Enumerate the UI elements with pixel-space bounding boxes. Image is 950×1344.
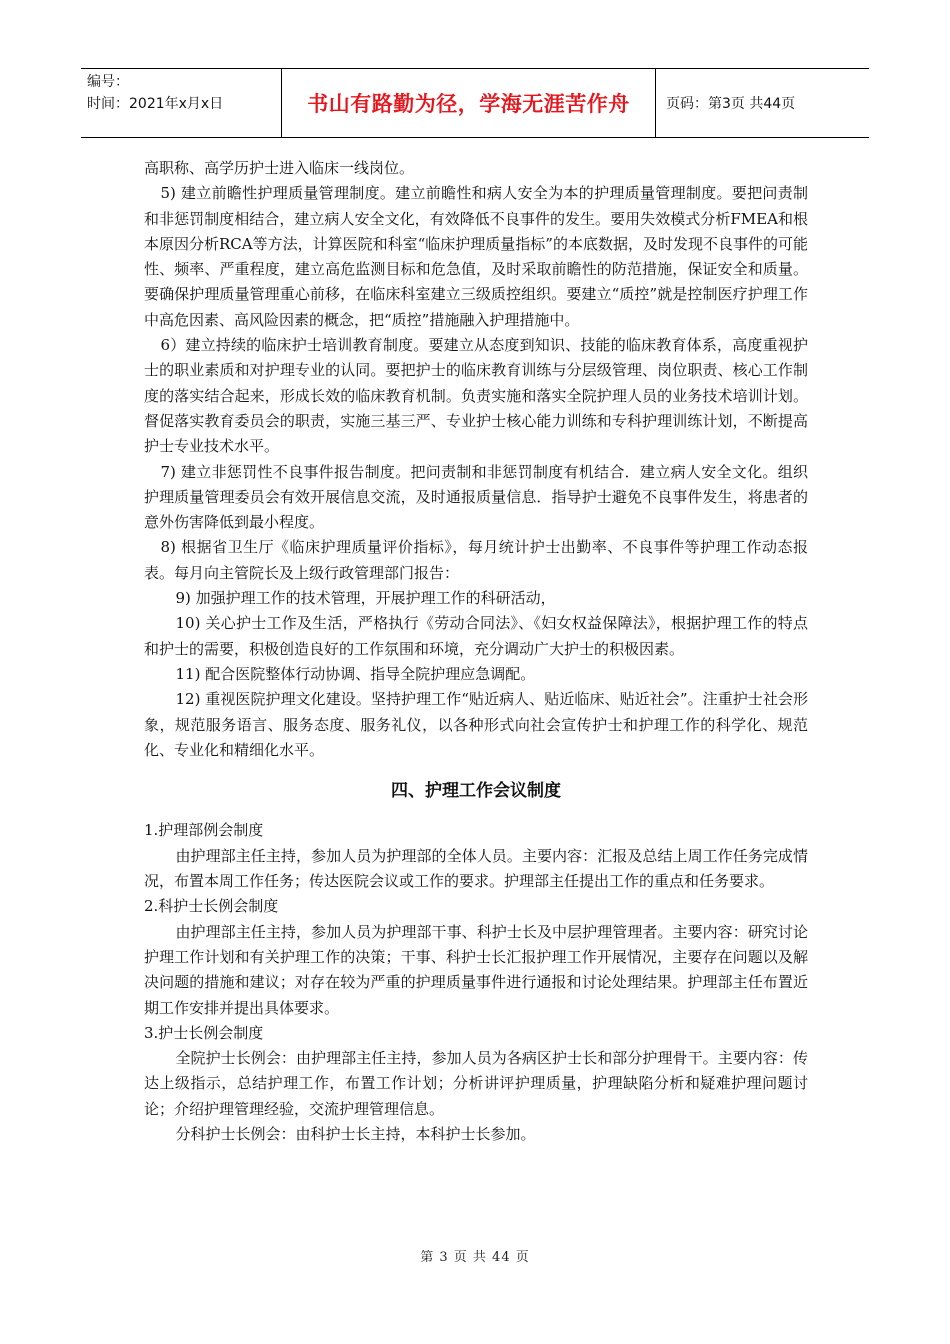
subsection-text-2: 由护理部主任主持，参加人员为护理部干事、科护士长及中层护理管理者。主要内容：研究讨论护理工作计划和有关护理工作的决策；干事、科护士长汇报护理工作开展情况，主要存在问题以及解决问题的措施和建议；对存在较为严重的护理质量事件进行通报和讨论处理结果。护理部主任布置近期工作安排并提出具体要求。 xyxy=(144,922,808,1017)
document-body xyxy=(144,156,808,1147)
document-number-label: 编号： xyxy=(87,74,129,90)
paragraph-item-9: 9) 加强护理工作的技术管理，开展护理工作的科研活动， xyxy=(175,589,556,608)
header-motto: 书山有路勤为径，学海无涯苦作舟 xyxy=(281,69,656,137)
subsection-title-2: 2.科护士长例会制度 xyxy=(144,897,279,916)
page-footer: 第 3 页 共 44 页 xyxy=(420,1250,530,1265)
subsection-text-3b: 分科护士长例会：由科护士长主持，本科护士长参加。 xyxy=(175,1124,536,1143)
paragraph-item-8: 8) 根据省卫生厅《临床护理质量评价指标》，每月统计护士出勤率、不良事件等护理工作动态报表。每月向主管院长及上级行政管理部门报告： xyxy=(144,538,808,582)
paragraph-item-11: 11) 配合医院整体行动协调、指导全院护理应急调配。 xyxy=(175,664,536,683)
header-meta xyxy=(81,69,281,137)
document-date-label: 时间：2021年x月x日 xyxy=(87,96,224,112)
paragraph-item-7: 7) 建立非惩罚性不良事件报告制度。把问责制和非惩罚制度有机结合．建立病人安全文化。组织护理质量管理委员会有效开展信息交流，及时通报质量信息．指导护士避免不良事件发生，将患者的意外伤害降低到最小程度。 xyxy=(144,462,808,532)
paragraph-item-10: 10) 关心护士工作及生活，严格执行《劳动合同法》、《妇女权益保障法》，根据护理工作的特点和护士的需要，积极创造良好的工作氛围和环境，充分调动广大护士的积极因素。 xyxy=(144,614,808,658)
subsection-title-1: 1.护理部例会制度 xyxy=(144,821,264,840)
subsection-text-3a: 全院护士长例会：由护理部主任主持，参加人员为各病区护士长和部分护理骨干。主要内容：传达上级指示，总结护理工作，布置工作计划；分析讲评护理质量，护理缺陷分析和疑难护理问题讨论；介绍护理管理经验，交流护理管理信息。 xyxy=(144,1049,808,1118)
header-page-info: 页码：第3页 共44页 xyxy=(666,96,796,112)
section-heading: 四、护理工作会议制度 xyxy=(391,781,561,802)
paragraph-item-5: 5) 建立前瞻性护理质量管理制度。建立前瞻性和病人安全为本的护理质量管理制度。要把问责制和非惩罚制度相结合，建立病人安全文化，有效降低不良事件的发生。要用失效模式分析FMEA和根本原因分析RCA等方法，计算医院和科室“临床护理质量指标”的本底数据，及时发现不良事件的可能性、频率、严重程度，建立高危监测目标和危急值，及时采取前瞻性的防范措施，保证安全和质量。要确保护理质量管理重心前移，在临床科室建立三级质控组织。要建立“质控”就是控制医疗护理工作中高危因素、高风险因素的概念，把“质控”措施融入护理措施中。 xyxy=(144,184,808,329)
paragraph-item-12: 12) 重视医院护理文化建设。坚持护理工作“贴近病人、贴近临床、贴近社会”。注重护士社会形象，规范服务语言、服务态度、服务礼仪，以各种形式向社会宣传护士和护理工作的科学化、规范化、专业化和精细化水平。 xyxy=(144,690,808,759)
subsection-title-3: 3.护士长例会制度 xyxy=(144,1023,264,1042)
page-header xyxy=(81,68,869,138)
paragraph-continued: 高职称、高学历护士进入临床一线岗位。 xyxy=(144,159,415,177)
subsection-text-1: 由护理部主任主持，参加人员为护理部的全体人员。主要内容：汇报及总结上周工作任务完成情况，布置本周工作任务；传达医院会议或工作的要求。护理部主任提出工作的重点和任务要求。 xyxy=(144,846,808,891)
paragraph-item-6: 6）建立持续的临床护士培训教育制度。要建立从态度到知识、技能的临床教育体系，高度重视护士的职业素质和对护理专业的认同。要把护士的临床教育训练与分层级管理、岗位职责、核心工作制度的落实结合起来，形成长效的临床教育机制。负责实施和落实全院护理人员的业务技术培训计划。督促落实教育委员会的职责，实施三基三严、专业护士核心能力训练和专科护理训练计划，不断提高护士专业技术水平。 xyxy=(144,336,808,456)
